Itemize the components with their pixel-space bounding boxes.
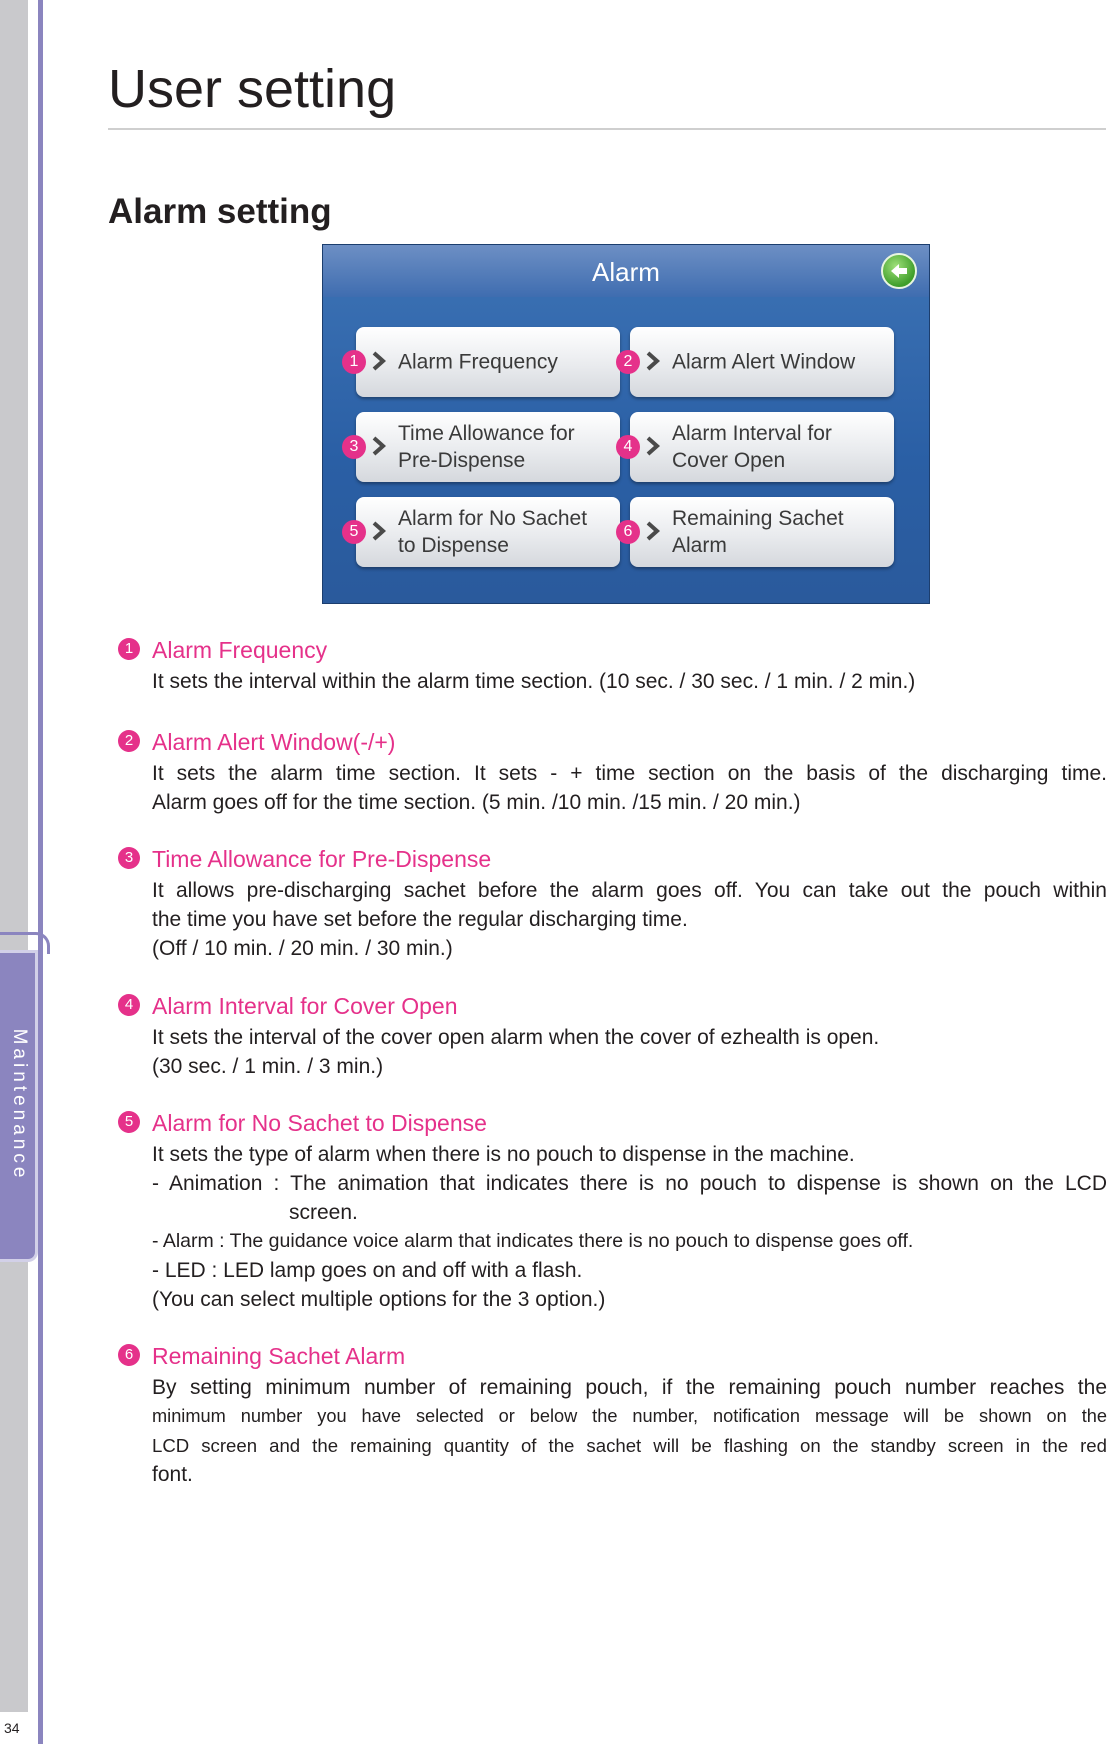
- item-text: - Animation : The animation that indicates there is no pouch to dispense is shown on the LCD: [152, 1172, 1107, 1195]
- item-alarm-frequency: [124, 636, 1107, 696]
- button-label: Alarm Interval for Cover Open: [672, 422, 832, 472]
- item-number-badge: 5: [118, 1111, 140, 1133]
- chevron-right-icon: [646, 436, 660, 456]
- item-text: minimum number you have selected or below the number, notification message will be shown on the: [152, 1406, 1107, 1426]
- alarm-screen: [322, 244, 930, 604]
- page-title: User setting: [108, 59, 397, 119]
- item-title: Alarm for No Sachet to Dispense: [152, 1110, 487, 1136]
- item-text: LCD screen and the remaining quantity of the sachet will be flashing on the standby screen in the red: [152, 1435, 1107, 1456]
- button-label: Time Allowance for Pre-Dispense: [398, 422, 575, 472]
- button-label: Alarm Frequency: [398, 350, 558, 374]
- chevron-right-icon: [646, 351, 660, 371]
- callout-marker-2: 2: [616, 350, 640, 374]
- alarm-alert-window-button[interactable]: [630, 327, 894, 397]
- item-number-badge: 2: [118, 730, 140, 752]
- item-text: It allows pre-discharging sachet before the alarm goes off. You can take out the pouch within: [152, 879, 1107, 902]
- sidebar-strip: [0, 0, 28, 1712]
- item-number-badge: 6: [118, 1344, 140, 1366]
- item-text: (Off / 10 min. / 20 min. / 30 min.): [152, 937, 453, 960]
- screen-header: [323, 245, 929, 297]
- item-alarm-alert-window: [124, 728, 1107, 817]
- item-time-allowance: [124, 845, 1107, 963]
- item-text: By setting minimum number of remaining pouch, if the remaining pouch number reaches the: [152, 1376, 1107, 1399]
- callout-marker-3: 3: [342, 435, 366, 459]
- item-title: Alarm Frequency: [152, 637, 328, 663]
- page-number: 34: [4, 1720, 20, 1736]
- chevron-right-icon: [372, 521, 386, 541]
- back-button[interactable]: [881, 253, 917, 289]
- item-text: It sets the interval within the alarm time section. (10 sec. / 30 sec. / 1 min. / 2 min.): [152, 670, 916, 693]
- item-title: Alarm Alert Window(-/+): [152, 729, 396, 755]
- back-arrow-icon: [888, 260, 910, 282]
- item-text: screen.: [289, 1201, 358, 1224]
- item-remaining-sachet-alarm: [124, 1342, 1107, 1489]
- alarm-no-sachet-button[interactable]: [356, 497, 620, 567]
- item-text: Alarm goes off for the time section. (5 min. /10 min. /15 min. / 20 min.): [152, 791, 801, 814]
- button-label: Alarm for No Sachet to Dispense: [398, 507, 588, 557]
- item-text: It sets the alarm time section. It sets - + time section on the basis of the discharging time.: [152, 762, 1107, 785]
- callout-marker-6: 6: [616, 520, 640, 544]
- callout-marker-5: 5: [342, 520, 366, 544]
- time-allowance-button[interactable]: [356, 412, 620, 482]
- sidebar-label: Maintenance: [9, 1028, 30, 1182]
- item-text: - LED : LED lamp goes on and off with a flash.: [152, 1259, 583, 1282]
- screen-title: Alarm: [592, 257, 660, 287]
- sidebar-line: [38, 0, 43, 1744]
- item-text: (You can select multiple options for the 3 option.): [152, 1288, 606, 1311]
- title-divider: [108, 128, 1106, 130]
- remaining-sachet-alarm-button[interactable]: [630, 497, 894, 567]
- item-text: It sets the interval of the cover open alarm when the cover of ezhealth is open.: [152, 1026, 880, 1049]
- item-number-badge: 4: [118, 994, 140, 1016]
- item-text: - Alarm : The guidance voice alarm that indicates there is no pouch to dispense goes off.: [152, 1230, 914, 1252]
- item-title: Alarm Interval for Cover Open: [152, 993, 458, 1019]
- alarm-interval-cover-open-button[interactable]: [630, 412, 894, 482]
- chevron-right-icon: [646, 521, 660, 541]
- item-alarm-interval-cover-open: [124, 992, 1107, 1081]
- item-text: font.: [152, 1463, 193, 1486]
- button-label: Alarm Alert Window: [672, 350, 856, 374]
- alarm-frequency-button[interactable]: [356, 327, 620, 397]
- item-text: the time you have set before the regular discharging time.: [152, 908, 688, 931]
- item-text: It sets the type of alarm when there is no pouch to dispense in the machine.: [152, 1143, 855, 1166]
- button-label: Remaining Sachet Alarm: [672, 507, 844, 557]
- callout-marker-4: 4: [616, 435, 640, 459]
- section-title: Alarm setting: [108, 192, 332, 231]
- item-alarm-no-sachet: [124, 1109, 1107, 1314]
- item-title: Time Allowance for Pre-Dispense: [152, 846, 492, 872]
- callout-marker-1: 1: [342, 350, 366, 374]
- chevron-right-icon: [372, 436, 386, 456]
- item-text: (30 sec. / 1 min. / 3 min.): [152, 1055, 384, 1078]
- item-number-badge: 3: [118, 847, 140, 869]
- item-title: Remaining Sachet Alarm: [152, 1343, 406, 1369]
- item-number-badge: 1: [118, 638, 140, 660]
- chevron-right-icon: [372, 351, 386, 371]
